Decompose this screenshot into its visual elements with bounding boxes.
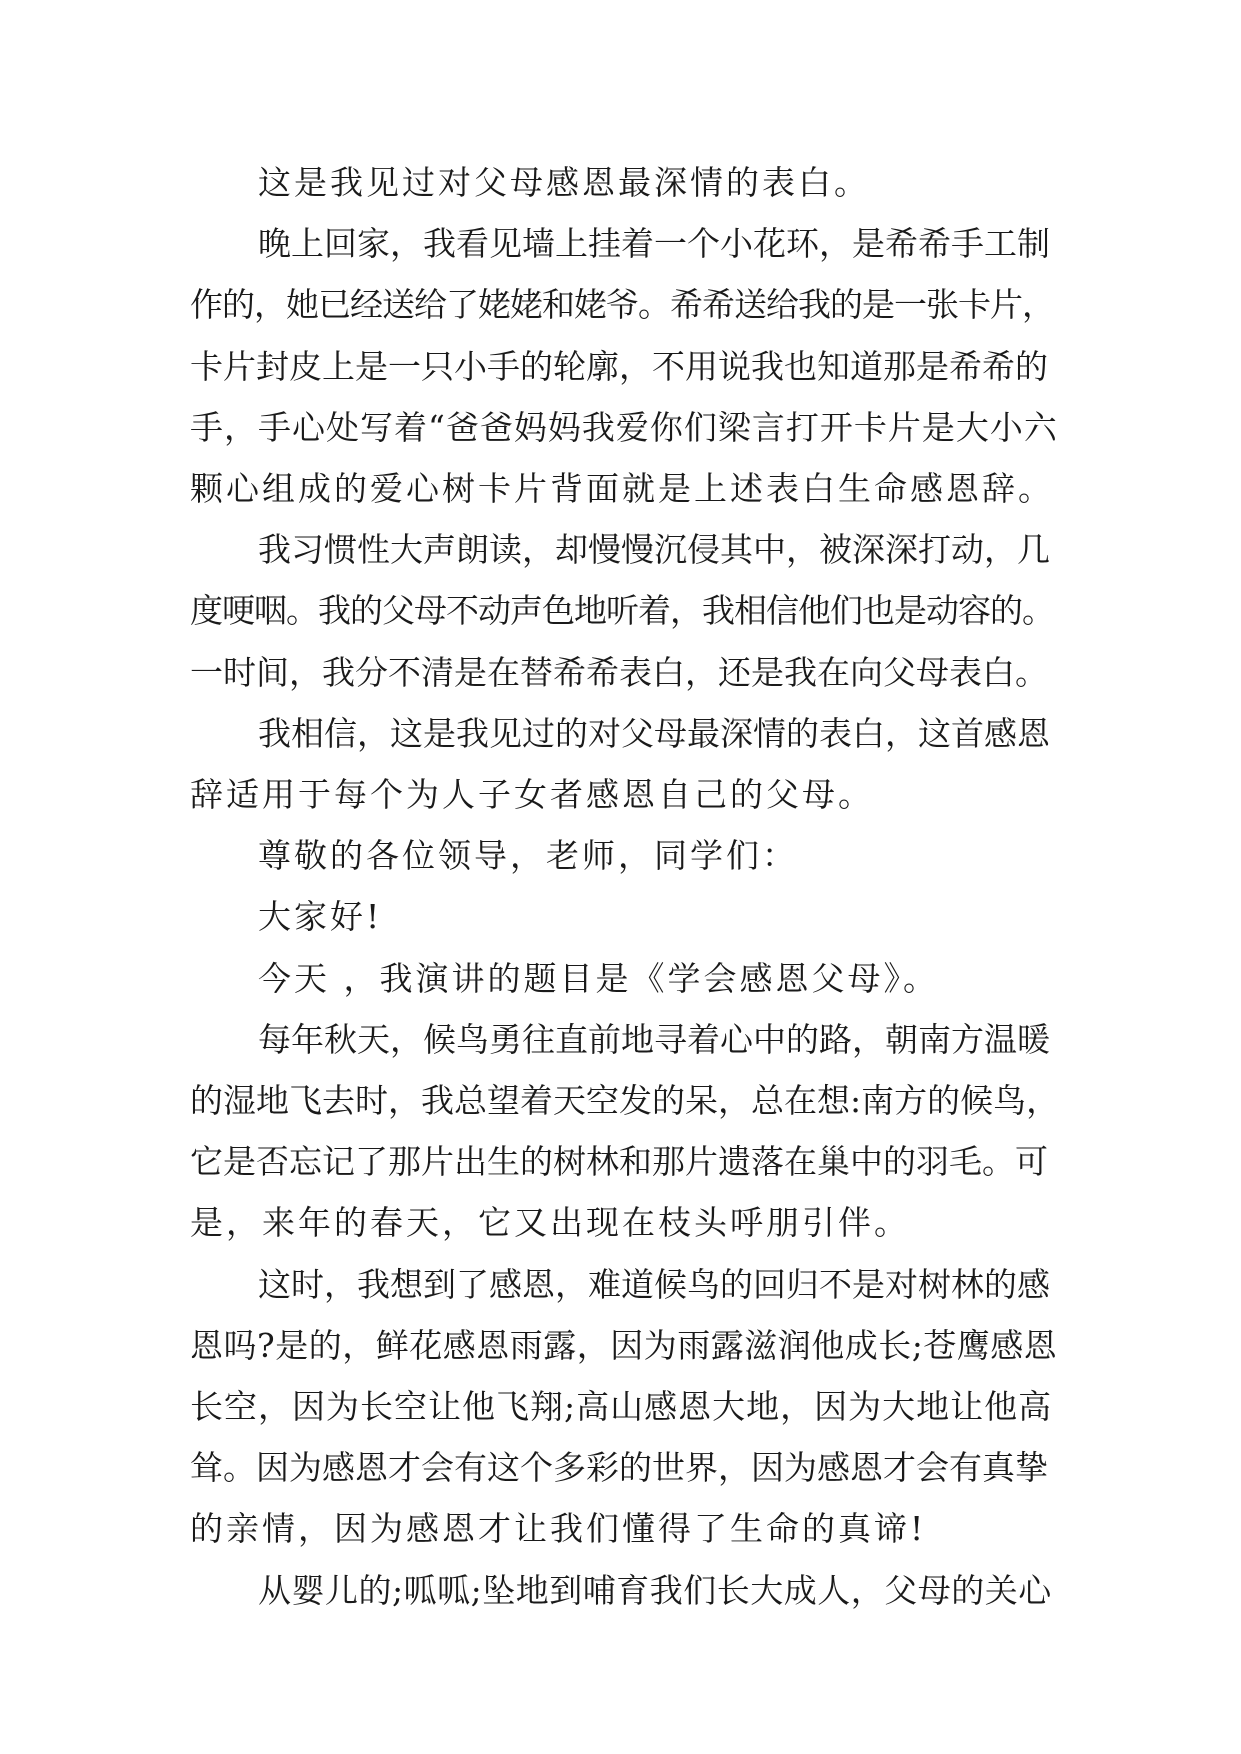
text-line: 度哽咽。我的父母不动声色地听着，我相信他们也是动容的。 [190, 591, 1054, 631]
paragraph [190, 886, 1060, 947]
text-line: 从婴儿的;呱呱;坠地到哺育我们长大成人，父母的关心 [258, 1570, 1052, 1610]
document-body [190, 152, 1060, 1621]
text-line: 每年秋天，候鸟勇往直前地寻着心中的路，朝南方温暖 [258, 1019, 1050, 1059]
text-line: 辞适用于每个为人子女者感恩自己的父母。 [190, 775, 874, 815]
paragraph [190, 703, 1060, 825]
text-line: 这时，我想到了感恩，难道候鸟的回归不是对树林的感 [258, 1264, 1050, 1304]
paragraph [190, 1254, 1060, 1560]
paragraph [190, 948, 1060, 1009]
paragraph [190, 213, 1060, 519]
text-line: 的亲情，因为感恩才让我们懂得了生命的真谛! [190, 1509, 927, 1549]
text-line: 大家好! [258, 897, 383, 937]
text-line: 手，手心处写着“爸爸妈妈我爱你们梁言打开卡片是大小六 [190, 407, 1058, 447]
text-line: 颗心组成的爱心树卡片背面就是上述表白生命感恩辞。 [190, 469, 1054, 509]
paragraph [190, 1560, 1060, 1621]
text-line: 这是我见过对父母感恩最深情的表白。 [258, 163, 870, 202]
text-line: 我习惯性大声朗读，却慢慢沉侵其中，被深深打动，几 [258, 530, 1050, 570]
text-line: 长空，因为长空让他飞翔;高山感恩大地，因为大地让他高 [190, 1387, 1053, 1427]
text-line: 尊敬的各位领导，老师，同学们： [258, 836, 798, 876]
text-line: 它是否忘记了那片出生的树林和那片遗落在巢中的羽毛。可 [190, 1142, 1048, 1182]
text-line: 卡片封皮上是一只小手的轮廓，不用说我也知道那是希希的 [190, 346, 1048, 386]
text-line: 晚上回家，我看见墙上挂着一个小花环，是希希手工制 [258, 224, 1050, 264]
paragraph [190, 152, 1060, 213]
paragraph [190, 519, 1060, 703]
text-line: 一时间，我分不清是在替希希表白，还是我在向父母表白。 [190, 652, 1048, 692]
paragraph [190, 1009, 1060, 1254]
text-line: 我相信，这是我见过的对父母最深情的表白，这首感恩 [258, 713, 1050, 753]
text-line: 恩吗?是的，鲜花感恩雨露，因为雨露滋润他成长;苍鹰感恩 [190, 1325, 1058, 1365]
text-line: 作的，她已经送给了姥姥和姥爷。希希送给我的是一张卡片， [190, 285, 1054, 325]
paragraph [190, 825, 1060, 886]
text-line: 耸。因为感恩才会有这个多彩的世界，因为感恩才会有真挚 [190, 1448, 1048, 1488]
text-line: 是，来年的春天，它又出现在枝头呼朋引伴。 [190, 1203, 910, 1243]
text-line: 的湿地飞去时，我总望着天空发的呆，总在想:南方的候鸟， [190, 1081, 1060, 1121]
text-line: 今天 ，我演讲的题目是《学会感恩父母》。 [258, 958, 939, 998]
